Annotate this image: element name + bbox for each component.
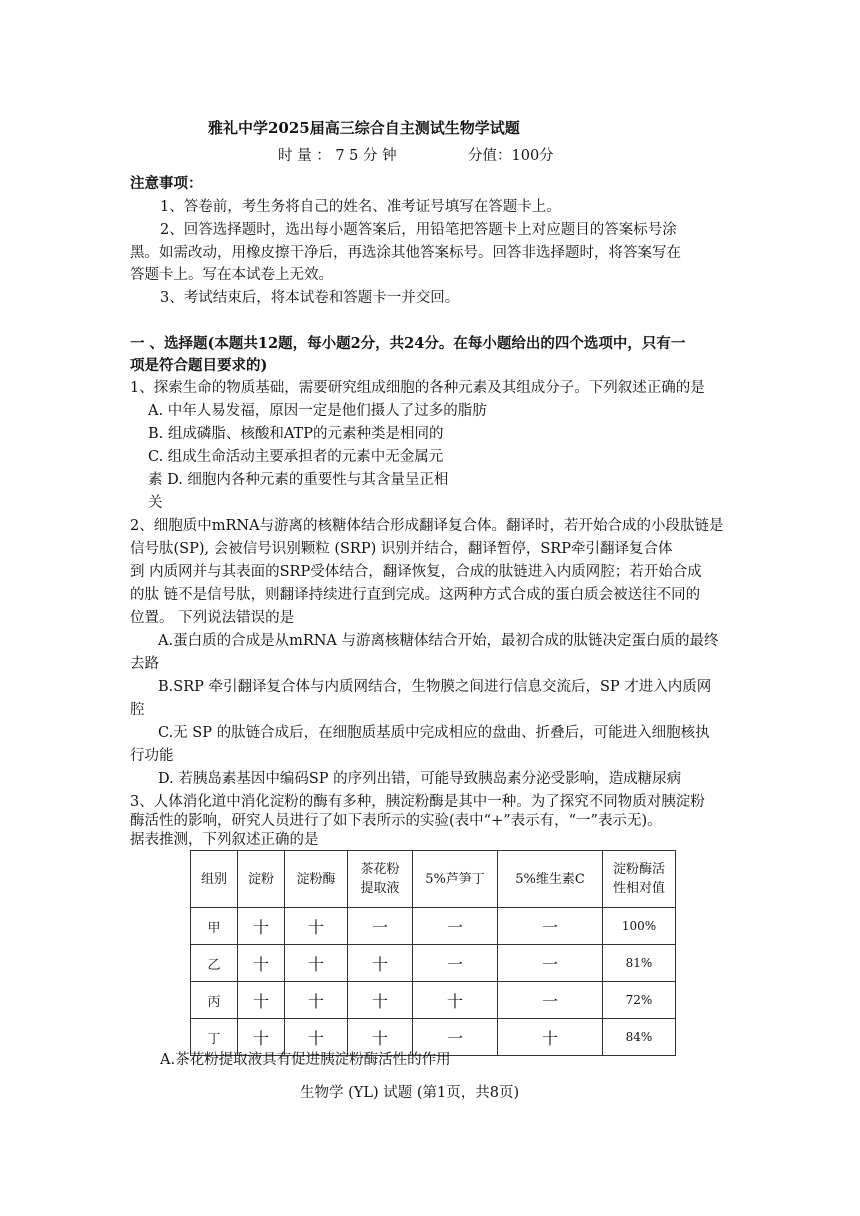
table-header-cell: 淀粉 (238, 851, 285, 908)
table-cell: 81% (603, 945, 676, 982)
table-cell: 十 (238, 982, 285, 1019)
q2-stem: 2、细胞质中mRNA与游离的核糖体结合形成翻译复合体。翻译时，若开始合成的小段肽链是 (130, 518, 724, 534)
table-header-line: 提取液 (360, 881, 400, 896)
table-row (191, 908, 676, 945)
notes-item: 2、回答选择题时，选出每小题答案后，用铅笔把答题卡上对应题目的答案标号涂 (160, 222, 677, 238)
table-cell: 十 (413, 982, 498, 1019)
table-cell: 十 (238, 908, 285, 945)
table-cell: 84% (603, 1019, 676, 1056)
exam-title: 雅礼中学2025届高三综合自主测试生物学试题 (208, 119, 520, 137)
table-cell: 一 (413, 945, 498, 982)
table-cell: 十 (348, 982, 413, 1019)
table-row (191, 945, 676, 982)
q2-option-a-cont: 去路 (130, 656, 159, 672)
q3-stem: 酶活性的影响，研究人员进行了如下表所示的实验(表中“+”表示有，“一”表示无)。 (130, 813, 662, 829)
q2-option-b-cont: 腔 (130, 702, 145, 718)
table-cell: 十 (238, 945, 285, 982)
notes-item: 3、考试结束后，将本试卷和答题卡一并交回。 (160, 290, 460, 306)
table-cell: 十 (285, 908, 348, 945)
table-header-cell (348, 851, 413, 908)
table-header-cell: 淀粉酶 (285, 851, 348, 908)
table-cell: 一 (413, 908, 498, 945)
table-cell: 一 (348, 908, 413, 945)
table-cell: 十 (238, 1019, 285, 1056)
q1-option-d-cont: 关 (148, 495, 163, 511)
table-header-line: 茶花粉 (360, 862, 400, 877)
table-cell: 一 (498, 945, 603, 982)
q1-option-b: B. 组成磷脂、核酸和ATP的元素种类是相同的 (148, 426, 444, 442)
q3-option-a: A.茶花粉提取液具有促进胰淀粉酶活性的作用 (160, 1052, 451, 1068)
q1-option-a: A. 中年人易发福，原因一定是他们摄人了过多的脂肪 (148, 403, 487, 419)
table-cell: 十 (498, 1019, 603, 1056)
table-cell: 十 (285, 982, 348, 1019)
q2-stem: 的肽 链不是信号肽，则翻译持续进行直到完成。这两种方式合成的蛋白质会被送往不同的 (130, 587, 701, 603)
experiment-table (190, 850, 676, 1056)
q2-stem: 信号肽(SP), 会被信号识别颗粒 (SRP) 识别并结合，翻译暂停，SRP牵引翻译复合体 (130, 541, 673, 557)
q2-option-c: C.无 SP 的肽链合成后，在细胞质基质中完成相应的盘曲、折叠后，可能进入细胞核执 (158, 725, 710, 741)
table-header-row (191, 851, 676, 908)
q2-option-c-cont: 行功能 (130, 748, 174, 764)
table-header-cell: 5%维生素C (498, 851, 603, 908)
exam-score: 分值：100分 (468, 148, 554, 164)
table-cell: 十 (348, 1019, 413, 1056)
notes-item: 答题卡上。写在本试卷上无效。 (130, 267, 333, 283)
table-cell: 十 (285, 1019, 348, 1056)
table-cell: 十 (348, 945, 413, 982)
table-header-line: 性相对值 (612, 881, 665, 896)
table-cell: 十 (285, 945, 348, 982)
table-row (191, 982, 676, 1019)
table-cell: 甲 (191, 908, 238, 945)
q1-option-c-cont: 素 D. 细胞内各种元素的重要性与其含量呈正相 (148, 472, 449, 488)
section-heading: 一 、选择题(本题共12题，每小题2分，共24分。在每小题给出的四个选项中，只有一 (130, 335, 686, 352)
q2-option-b: B.SRP 牵引翻译复合体与内质网结合，生物膜之间进行信息交流后，SP 才进入内质网 (158, 679, 712, 695)
q2-option-a: A.蛋白质的合成是从mRNA 与游离核糖体结合开始，最初合成的肽链决定蛋白质的最终 (158, 633, 719, 649)
table-cell: 一 (498, 982, 603, 1019)
q1-stem: 1、探索生命的物质基础，需要研究组成细胞的各种元素及其组成分子。下列叙述正确的是 (130, 380, 705, 396)
table-cell: 72% (603, 982, 676, 1019)
table-cell: 一 (413, 1019, 498, 1056)
section-heading-cont: 项是符合题目要求的) (130, 357, 268, 374)
q2-option-d: D. 若胰岛素基因中编码SP 的序列出错，可能导致胰岛素分泌受影响，造成糖尿病 (158, 771, 682, 787)
notes-heading: 注意事项： (130, 175, 203, 192)
q2-stem: 位置。 下列说法错误的是 (130, 610, 295, 626)
table-header-cell: 组别 (191, 851, 238, 908)
table-cell: 丁 (191, 1019, 238, 1056)
table-header-line: 淀粉酶活 (612, 862, 665, 877)
table-cell: 一 (498, 908, 603, 945)
q3-stem: 据表推测，下列叙述正确的是 (130, 832, 319, 848)
table-cell: 乙 (191, 945, 238, 982)
notes-item: 黑。如需改动，用橡皮擦干净后，再选涂其他答案标号。回答非选择题时，将答案写在 (130, 245, 681, 261)
table-cell: 100% (603, 908, 676, 945)
table-header-cell: 5%芦笋丁 (413, 851, 498, 908)
q2-stem: 到 内质网并与其表面的SRP受体结合，翻译恢复，合成的肽链进入内质网腔；若开始合成 (130, 564, 702, 580)
table-header-cell (603, 851, 676, 908)
exam-time: 时 量 ： 7 5 分 钟 (278, 148, 397, 164)
table-cell: 丙 (191, 982, 238, 1019)
q1-option-c: C. 组成生命活动主要承担者的元素中无金属元 (148, 449, 444, 465)
page-footer: 生物学 (YL) 试题 (第1页，共8页) (300, 1085, 520, 1101)
notes-item: 1、答卷前，考生务将自己的姓名、准考证号填写在答题卡上。 (160, 199, 561, 215)
q3-stem: 3、人体消化道中消化淀粉的酶有多种，胰淀粉酶是其中一种。为了探究不同物质对胰淀粉 (130, 794, 705, 810)
